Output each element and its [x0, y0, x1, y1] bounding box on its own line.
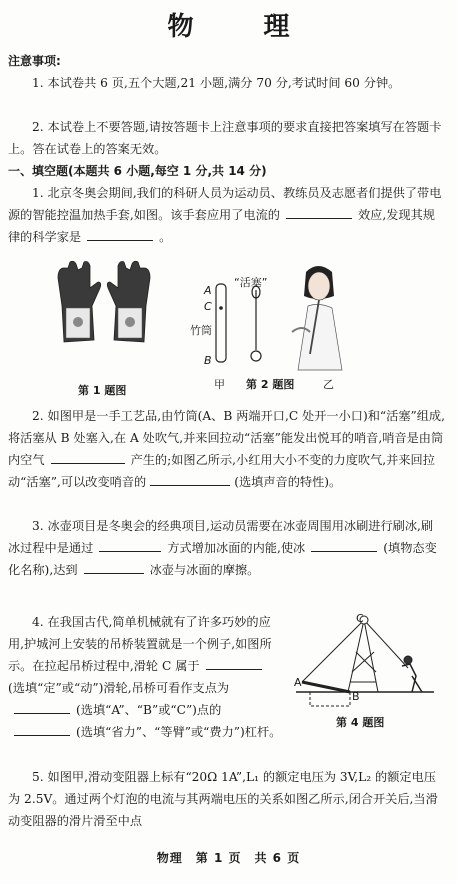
answer-blank[interactable] — [51, 451, 125, 464]
fig2-label-B: B — [204, 354, 212, 367]
answer-blank[interactable] — [99, 539, 161, 552]
notice-heading: 注意事项: — [8, 54, 61, 68]
fig4-label-B: B — [352, 690, 360, 703]
gloves-figure — [54, 258, 154, 358]
question-2-text-a: 2. 如图甲是一手工艺品,由竹筒(A、B 两端开口,C 处开一小口)和“活塞”组成,将活塞从 B 处塞入,在 A 处吹气,并来回拉动“活塞”能发出悦耳的哨音,哨音是由筒内空气 — [8, 409, 445, 467]
page-title: 物 理 — [167, 12, 312, 42]
question-3 — [8, 515, 445, 581]
answer-blank[interactable] — [150, 473, 230, 486]
fig2-label-yi: 乙 — [323, 378, 334, 391]
fig4-label-C: C — [356, 612, 364, 625]
answer-blank[interactable] — [206, 657, 262, 670]
answer-blank[interactable] — [286, 206, 352, 219]
notice-item-1: 1. 本试卷共 6 页,五个大题,21 小题,满分 70 分,考试时间 60 分钟。 — [32, 76, 401, 90]
question-2 — [8, 405, 445, 493]
fig2-label-tube: 竹筒 — [190, 324, 212, 337]
question-3-text-c: (填物态变化名称),达到 — [8, 541, 437, 577]
notice-item-2: 2. 本试卷上不要答题,请按答题卡上注意事项的要求直接把答案填写在答题卡上。答在试卷上的答案无效。 — [8, 120, 442, 156]
question-1-text-b: 效应,发现其规律的科学家是 — [8, 208, 435, 244]
girl-playing-whistle — [288, 262, 348, 374]
question-4-text-a: 4. 在我国古代,简单机械就有了许多巧妙的应用,护城河上安装的吊桥装置就是一个例子,如图所示。在拉起吊桥过程中,滑轮 C 属于 — [8, 615, 272, 673]
fig2-label-piston: “活塞” — [234, 276, 268, 289]
question-4 — [8, 611, 282, 743]
fig2-label-jia: 甲 — [214, 378, 225, 391]
fig4-label-A: A — [294, 676, 302, 689]
answer-blank[interactable] — [14, 701, 70, 714]
fig2-caption: 第 2 题图 — [246, 378, 295, 391]
answer-blank[interactable] — [84, 561, 144, 574]
drawbridge-diagram — [288, 612, 438, 712]
fig1-caption: 第 1 题图 — [78, 384, 127, 397]
question-2-text-c: (选填声音的特性)。 — [234, 475, 342, 489]
question-5: 5. 如图甲,滑动变阻器上标有“20Ω 1A”,L₁ 的额定电压为 3V,L₂ 的额定电压为 2.5V。通过两个灯泡的电流与其两端电压的关系如图乙所示,闭合开关后,当滑动变阻器的滑片滑至中点 — [8, 770, 438, 828]
answer-blank[interactable] — [14, 723, 70, 736]
question-2-text-b: 产生的;如图乙所示,小红用大小不变的力度吹气,并来回拉动“活塞”,可以改变哨音的 — [8, 453, 435, 489]
answer-blank[interactable] — [311, 539, 377, 552]
question-4-text-d: (选填“省力”、“等臂”或“费力”)杠杆。 — [76, 725, 282, 739]
question-1-text-c: 。 — [159, 230, 172, 244]
page-footer: 物理 第 1 页 共 6 页 — [156, 851, 301, 865]
fig2-label-C: C — [204, 300, 212, 313]
section-heading-fill-blank: 一、填空题(本题共 6 小题,每空 1 分,共 14 分) — [8, 164, 267, 178]
question-4-text-c: (选填“A”、“B”或“C”)点的 — [76, 703, 222, 717]
fig2-label-A: A — [204, 284, 212, 297]
question-3-text-b: 方式增加冰面的内能,使冰 — [167, 541, 306, 555]
fig4-caption: 第 4 题图 — [336, 716, 385, 729]
question-3-text-a: 3. 冰壶项目是冬奥会的经典项目,运动员需要在冰壶周围用冰刷进行刷冰,刷冰过程中是通过 — [8, 519, 434, 555]
question-4-text-b: (选填“定”或“动”)滑轮,吊桥可看作支点为 — [8, 681, 230, 695]
question-1 — [8, 182, 445, 248]
question-1-text-a: 1. 北京冬奥会期间,我们的科研人员为运动员、教练员及志愿者们提供了带电源的智能控温加热手套,如图。该手套应用了电流的 — [8, 186, 442, 222]
answer-blank[interactable] — [87, 228, 153, 241]
question-3-text-d: 冰壶与冰面的摩擦。 — [149, 563, 260, 577]
